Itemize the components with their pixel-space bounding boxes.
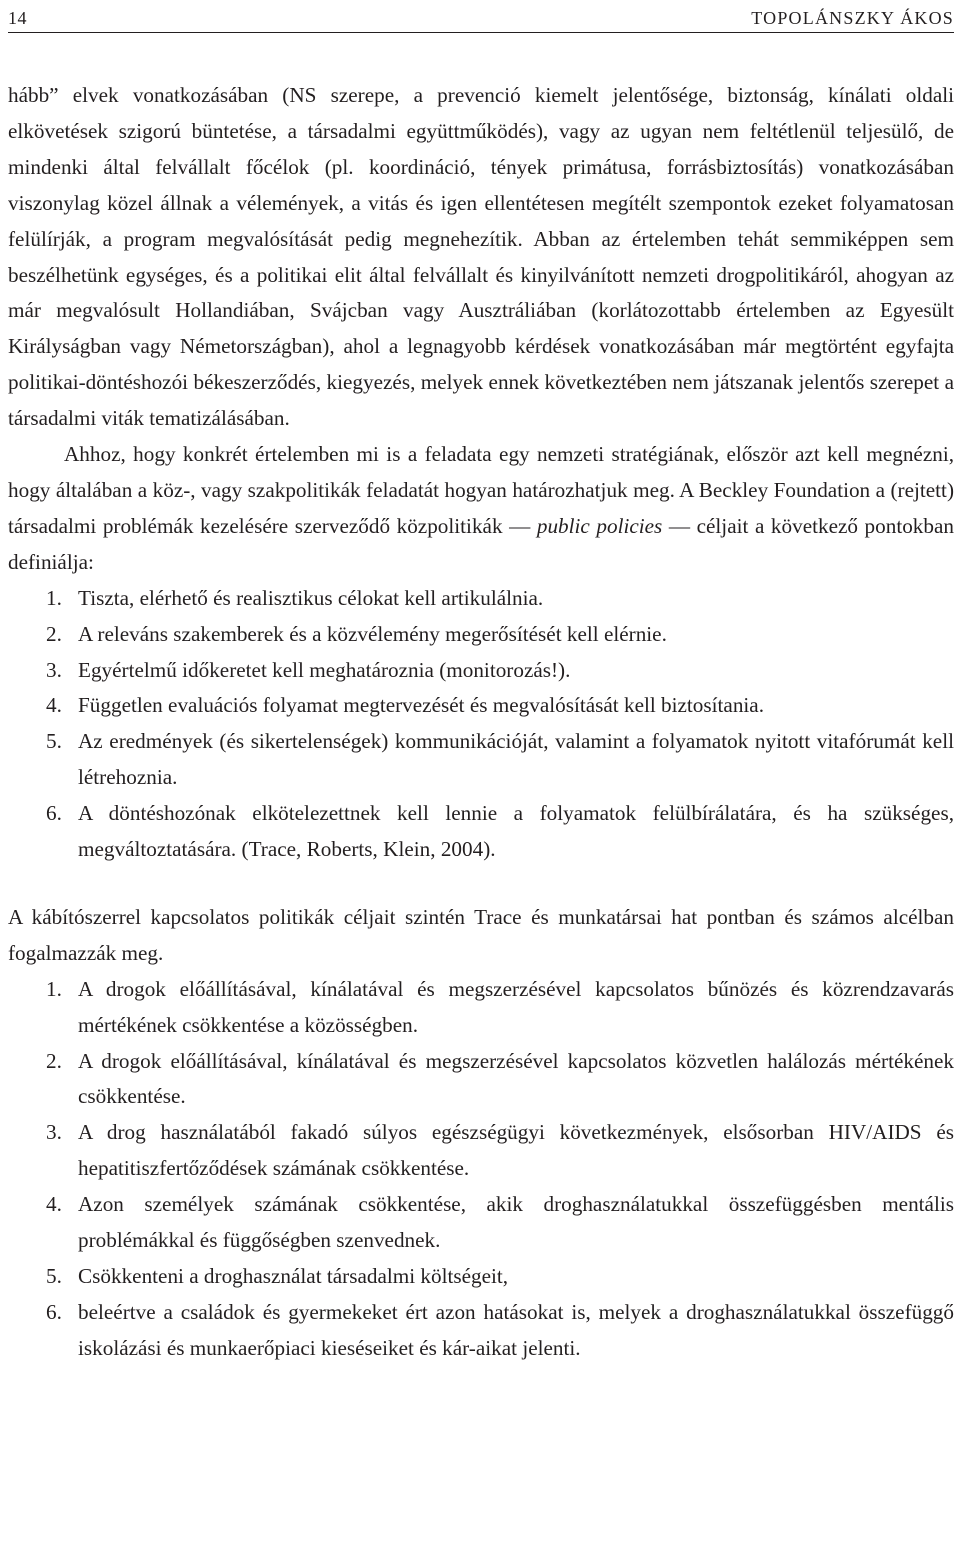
list-item-number: 3.: [46, 657, 62, 682]
list-item-text: Az eredmények (és sikertelenségek) kommunikációját, valamint a folyamatok nyitott vitafórumát kell létrehoznia.: [78, 729, 954, 790]
body-text: [8, 78, 954, 1367]
paragraph-beckley-text-before: Ahhoz, hogy konkrét értelemben mi is a feladata egy nemzeti stratégiának, először azt kell megnézni, hogy általában a köz-, vagy szakpolitikák feladatát hogyan határozhatjuk meg. A Beckley Foundation a (rejtett) társadalmi problémák kezelésére szerveződő közpolitikák —: [8, 442, 954, 538]
list-item: [8, 972, 954, 1044]
running-header: [8, 6, 954, 33]
list-item: [8, 724, 954, 796]
list-item-text: Független evaluációs folyamat megtervezését és megvalósítását kell biztosítania.: [78, 693, 765, 718]
list-item-text: A drogok előállításával, kínálatával és megszerzésével kapcsolatos közvetlen halálozás mértékének csökkentése.: [78, 1048, 954, 1109]
list-item: [8, 1115, 954, 1187]
list-item: [8, 688, 954, 724]
list-item: [8, 1187, 954, 1259]
list-item: [8, 581, 954, 617]
list-item-number: 2.: [46, 621, 62, 646]
list-item: [8, 1044, 954, 1116]
list-item-text: Egyértelmű időkeretet kell meghatároznia (monitorozás!).: [78, 657, 571, 682]
paragraph-drug-policy-goals: A kábítószerrel kapcsolatos politikák céljait szintén Trace és munkatársai hat pontban és számos alcélban fogalmazzák meg.: [8, 904, 954, 965]
paragraph-continued: hább” elvek vonatkozásában (NS szerepe, a prevenció kiemelt jelentősége, biztonság, kínálati oldali elkövetések szigorú büntetése, a társadalmi együttműködés), vagy az ugyan nem feltétlenül teljesülő, de mindenki által felvállalt főcélok (pl. koordináció, tények primátusa, forrásbiztosítás) vonatkozásában viszonylag közel állnak a vélemények, a vitás és igen ellentétesen megítélt szempontok ezeket folyamatosan felülírják, a program megvalósítását pedig megnehezítik. Abban az értelemben tehát semmiképpen sem beszélhetünk egységes, és a politikai elit által felvállalt és kinyilvánított nemzeti drogpolitikáról, ahogyan az már megvalósult Hollandiában, Svájcban vagy Ausztráliában (korlátozottabb értelemben az Egyesült Királyságban vagy Németországban), ahol a legnagyobb kérdések vonatkozásában már megtörtént egyfajta politikai-döntéshozói békeszerződés, kiegyezés, melyek ennek következtében nem játszanak jelentős szerepet a társadalmi viták tematizálásában.: [8, 83, 954, 431]
list-item-number: 5.: [46, 729, 62, 754]
list-item-number: 4.: [46, 1192, 62, 1217]
list-item-text: Csökkenteni a droghasználat társadalmi költségeit,: [78, 1264, 509, 1288]
section-gap: [8, 868, 954, 900]
list-item-number: 3.: [46, 1120, 62, 1145]
list-item: [8, 796, 954, 868]
drug-policy-goals-list: [8, 972, 954, 1367]
list-item-text: A drogok előállításával, kínálatával és megszerzésével kapcsolatos bűnözés és közrendzavarás mértékének csökkentése a közösségben.: [78, 976, 954, 1037]
list-item-number: 4.: [46, 693, 62, 718]
list-item-number: 6.: [46, 1299, 62, 1324]
list-item-number: 5.: [46, 1264, 62, 1288]
page-number: 14: [8, 8, 27, 28]
paragraph-beckley-italic-term: public policies: [536, 513, 663, 538]
paragraph-beckley-text-after: — céljait a következő pontokban definiálja:: [8, 513, 954, 574]
list-item-text: beleértve a családok és gyermekeket ért azon hatásokat is, melyek a droghasználatukkal összefüggő iskolázási és munkaerőpiaci kieséseiket és kár-aikat jelenti.: [78, 1299, 954, 1360]
list-item: [8, 653, 954, 689]
list-item: [8, 1295, 954, 1367]
list-item: [8, 1259, 954, 1295]
list-item-number: 1.: [46, 585, 62, 610]
list-item-text: A releváns szakemberek és a közvélemény megerősítését kell elérnie.: [78, 621, 667, 646]
list-item-text: Azon személyek számának csökkentése, akik droghasználatukkal összefüggésben mentális problémákkal és függőségben szenvednek.: [78, 1192, 954, 1253]
policy-criteria-list: [8, 581, 954, 868]
list-item-number: 6.: [46, 801, 62, 826]
list-item-number: 2.: [46, 1048, 62, 1073]
list-item-text: A drog használatából fakadó súlyos egészségügyi következmények, elsősorban HIV/AIDS és hepatitiszfertőződések számának csökkentése.: [78, 1120, 954, 1181]
running-title: TOPOLÁNSZKY ÁKOS: [751, 8, 954, 28]
list-item-text: Tiszta, elérhető és realisztikus célokat kell artikulálnia.: [78, 585, 544, 610]
list-item: [8, 617, 954, 653]
list-item-number: 1.: [46, 976, 62, 1001]
paragraph-beckley: [8, 437, 954, 581]
list-item-text: A döntéshozónak elkötelezettnek kell lennie a folyamatok felülbírálatára, és ha szükséges, megváltoztatására. (Trace, Roberts, Klein, 2004).: [78, 801, 954, 862]
